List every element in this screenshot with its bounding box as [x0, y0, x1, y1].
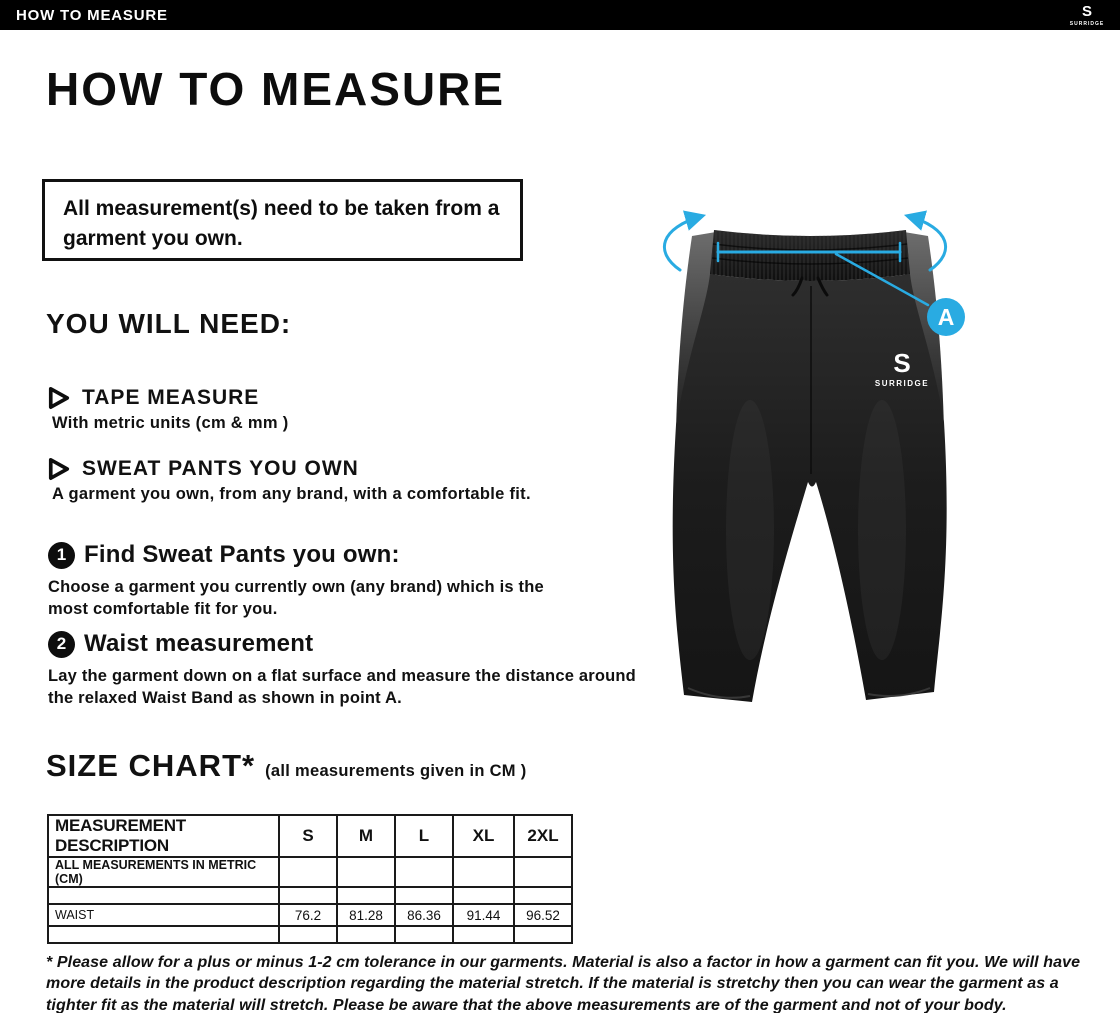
- page-title: HOW TO MEASURE: [46, 63, 506, 115]
- top-bar-title: HOW TO MEASURE: [16, 6, 168, 24]
- table-cell: 81.28: [337, 904, 395, 926]
- table-cell: [337, 926, 395, 943]
- column-header: MEASUREMENT DESCRIPTION: [48, 815, 279, 857]
- column-header: 2XL: [514, 815, 572, 857]
- table-cell: [514, 926, 572, 943]
- table-cell: [395, 857, 453, 887]
- table-row: [48, 926, 572, 943]
- point-a-label: A: [937, 304, 955, 330]
- row-label: [48, 926, 279, 943]
- need-item-title: SWEAT PANTS YOU OWN: [82, 457, 359, 480]
- triangle-bullet-icon: [48, 386, 70, 410]
- size-chart-subtitle: (all measurements given in CM ): [265, 762, 527, 780]
- table-cell: [279, 887, 337, 904]
- notice-text: All measurement(s) need to be taken from a garment you own.: [63, 197, 500, 251]
- column-header: S: [279, 815, 337, 857]
- table-cell: [453, 887, 514, 904]
- need-item-description: With metric units (cm & mm ): [52, 414, 289, 432]
- need-item-sweat-pants: [48, 457, 531, 504]
- table-cell: [279, 926, 337, 943]
- you-will-need-heading: YOU WILL NEED:: [46, 308, 292, 339]
- table-cell: [453, 926, 514, 943]
- table-row: [48, 887, 572, 904]
- need-item-description: A garment you own, from any brand, with a comfortable fit.: [52, 485, 531, 503]
- pants-logo-text: SURRIDGE: [874, 379, 930, 388]
- size-chart-heading-row: [46, 748, 527, 784]
- table-row: [48, 904, 572, 926]
- table-cell: 86.36: [395, 904, 453, 926]
- pants-body: [673, 274, 947, 702]
- table-cell: [395, 926, 453, 943]
- table-row: [48, 857, 572, 887]
- surridge-logo-text: SURRIDGE: [1069, 21, 1105, 27]
- step-title: Find Sweat Pants you own:: [84, 541, 400, 568]
- table-cell: [279, 857, 337, 887]
- step-description: Choose a garment you currently own (any brand) which is the most comfortable fit for you.: [48, 578, 544, 619]
- column-header: M: [337, 815, 395, 857]
- surridge-logo-initial: S: [1081, 3, 1093, 20]
- table-cell: 91.44: [453, 904, 514, 926]
- row-label: WAIST: [48, 904, 279, 926]
- table-cell: 96.52: [514, 904, 572, 926]
- triangle-bullet-icon: [48, 457, 70, 481]
- table-cell: [453, 857, 514, 887]
- top-bar: [0, 0, 1120, 30]
- table-cell: [337, 887, 395, 904]
- step-waist-measurement: [48, 630, 638, 710]
- step-title: Waist measurement: [84, 630, 314, 657]
- table-cell: [395, 887, 453, 904]
- need-item-title: TAPE MEASURE: [82, 386, 260, 409]
- surridge-logo-icon: [1064, 1, 1110, 29]
- table-header-row: [48, 815, 572, 857]
- size-chart-table: [47, 814, 573, 944]
- column-header: L: [395, 815, 453, 857]
- pants-logo-initial: S: [893, 348, 911, 378]
- column-header: XL: [453, 815, 514, 857]
- row-label: ALL MEASUREMENTS IN METRIC (CM): [48, 857, 279, 887]
- step-description: Lay the garment down on a flat surface and measure the distance around the relaxed Waist Band as shown in point A.: [48, 667, 636, 708]
- point-a-badge: [927, 298, 965, 336]
- table-cell: 76.2: [279, 904, 337, 926]
- need-item-tape-measure: [48, 386, 289, 433]
- step-find-sweat-pants: [48, 541, 588, 621]
- row-label: [48, 887, 279, 904]
- size-chart-title: SIZE CHART*: [46, 748, 256, 783]
- tolerance-footnote: * Please allow for a plus or minus 1-2 cm tolerance in our garments. Material is also a factor in how a garment can fit you. We will have more details in the product description regarding the material stretch. If the material is stretchy then you can wear the garment as a tighter fit as the material will stretch. Please be aware that the above measurements are of the garment and not of your body.: [46, 954, 1081, 1013]
- table-cell: [514, 887, 572, 904]
- table-cell: [514, 857, 572, 887]
- step-number-badge: 2: [48, 631, 75, 658]
- step-number-badge: 1: [48, 542, 75, 569]
- notice-box: [42, 179, 523, 261]
- table-cell: [337, 857, 395, 887]
- sweat-pants-diagram: [630, 190, 980, 760]
